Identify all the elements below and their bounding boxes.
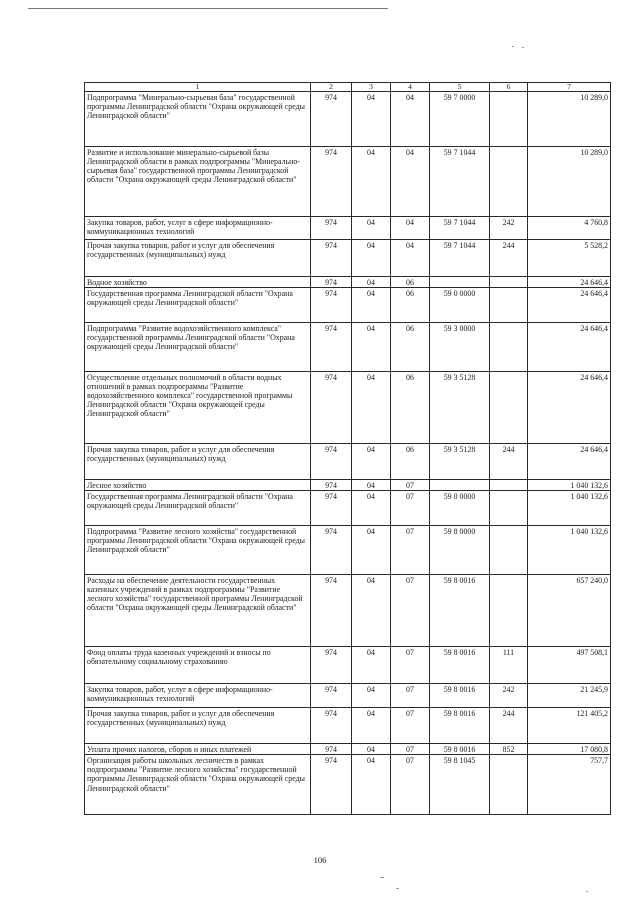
cell-admin-code: 974 xyxy=(311,147,352,217)
cell-section: 04 xyxy=(352,684,391,708)
row-name: Лесное хозяйство xyxy=(85,480,311,491)
cell-admin-code: 974 xyxy=(311,217,352,240)
cell-subsection: 07 xyxy=(391,480,430,491)
cell-amount: 757,7 xyxy=(528,755,611,815)
cell-amount: 1 040 132,6 xyxy=(528,480,611,491)
cell-target-article: 59 7 1044 xyxy=(430,147,490,217)
cell-section: 04 xyxy=(352,288,391,323)
cell-amount: 24 646,4 xyxy=(528,288,611,323)
cell-expense-type xyxy=(490,147,528,217)
cell-target-article: 59 7 1044 xyxy=(430,217,490,240)
cell-subsection: 04 xyxy=(391,240,430,277)
budget-table xyxy=(84,82,611,815)
cell-expense-type: 244 xyxy=(490,708,528,744)
cell-target-article: 59 3 5128 xyxy=(430,444,490,480)
table-row xyxy=(85,372,611,444)
row-name: Прочая закупка товаров, работ и услуг для обеспечения государственных (муниципальных) нужд xyxy=(85,444,311,480)
header-row xyxy=(85,83,611,92)
cell-expense-type: 242 xyxy=(490,217,528,240)
cell-amount: 1 040 132,6 xyxy=(528,526,611,575)
cell-section: 04 xyxy=(352,647,391,684)
table-row xyxy=(85,684,611,708)
cell-expense-type: 242 xyxy=(490,684,528,708)
row-name: Осуществление отдельных полномочий в области водных отношений в рамках подпрограммы "Развитие водохозяйственного комплекса" государственной программы Ленинградской области "Охрана окружающей среды Ленинградской области" xyxy=(85,372,311,444)
cell-expense-type xyxy=(490,277,528,288)
cell-amount: 121 405,2 xyxy=(528,708,611,744)
cell-subsection: 07 xyxy=(391,575,430,647)
cell-subsection: 07 xyxy=(391,684,430,708)
cell-subsection: 04 xyxy=(391,92,430,147)
row-name: Подпрограмма "Минерально-сырьевая база" государственной программы Ленинградской области "Охрана окружающей среды Ленинградской области" xyxy=(85,92,311,147)
cell-subsection: 06 xyxy=(391,288,430,323)
row-name: Закупка товаров, работ, услуг в сфере информационно-коммуникационных технологий xyxy=(85,684,311,708)
header-col-5: 5 xyxy=(430,83,490,92)
cell-section: 04 xyxy=(352,217,391,240)
cell-admin-code: 974 xyxy=(311,684,352,708)
cell-amount: 1 040 132,6 xyxy=(528,491,611,526)
cell-section: 04 xyxy=(352,323,391,372)
header-col-1: 1 xyxy=(85,83,311,92)
cell-subsection: 07 xyxy=(391,491,430,526)
cell-amount: 4 760,8 xyxy=(528,217,611,240)
table-row xyxy=(85,755,611,815)
cell-admin-code: 974 xyxy=(311,755,352,815)
scan-speck xyxy=(380,877,384,878)
cell-amount: 497 508,1 xyxy=(528,647,611,684)
row-name: Прочая закупка товаров, работ и услуг для обеспечения государственных (муниципальных) нужд xyxy=(85,708,311,744)
cell-target-article: 59 7 1044 xyxy=(430,240,490,277)
cell-expense-type xyxy=(490,575,528,647)
cell-subsection: 06 xyxy=(391,323,430,372)
cell-admin-code: 974 xyxy=(311,372,352,444)
cell-amount: 24 646,4 xyxy=(528,444,611,480)
cell-target-article: 59 8 1045 xyxy=(430,755,490,815)
cell-section: 04 xyxy=(352,372,391,444)
cell-section: 04 xyxy=(352,240,391,277)
cell-target-article: 59 8 0016 xyxy=(430,744,490,755)
cell-admin-code: 974 xyxy=(311,240,352,277)
cell-subsection: 06 xyxy=(391,277,430,288)
cell-target-article: 59 3 5128 xyxy=(430,372,490,444)
cell-target-article: 59 8 0016 xyxy=(430,647,490,684)
scan-speck xyxy=(512,46,514,47)
cell-expense-type xyxy=(490,755,528,815)
cell-amount: 24 646,4 xyxy=(528,372,611,444)
cell-admin-code: 974 xyxy=(311,92,352,147)
cell-target-article: 59 8 0016 xyxy=(430,575,490,647)
table-row xyxy=(85,526,611,575)
cell-expense-type: 852 xyxy=(490,744,528,755)
header-col-3: 3 xyxy=(352,83,391,92)
scan-speck xyxy=(522,47,524,48)
cell-section: 04 xyxy=(352,491,391,526)
cell-expense-type xyxy=(490,92,528,147)
cell-subsection: 06 xyxy=(391,372,430,444)
cell-section: 04 xyxy=(352,708,391,744)
cell-amount: 10 289,0 xyxy=(528,147,611,217)
row-name: Уплата прочих налогов, сборов и иных платежей xyxy=(85,744,311,755)
cell-amount: 5 528,2 xyxy=(528,240,611,277)
cell-admin-code: 974 xyxy=(311,708,352,744)
cell-section: 04 xyxy=(352,526,391,575)
cell-target-article: 59 0 0000 xyxy=(430,288,490,323)
table-row xyxy=(85,491,611,526)
cell-target-article xyxy=(430,480,490,491)
table-row xyxy=(85,708,611,744)
table-row xyxy=(85,323,611,372)
row-name: Фонд оплаты труда казенных учреждений и взносы по обязательному социальному страхованию xyxy=(85,647,311,684)
cell-subsection: 06 xyxy=(391,444,430,480)
row-name: Подпрограмма "Развитие водохозяйственного комплекса" государственной программы Ленинградской области "Охрана окружающей среды Ленинградской области" xyxy=(85,323,311,372)
cell-section: 04 xyxy=(352,277,391,288)
scan-speck xyxy=(586,891,588,892)
table-row xyxy=(85,277,611,288)
table-row xyxy=(85,240,611,277)
cell-subsection: 07 xyxy=(391,744,430,755)
cell-admin-code: 974 xyxy=(311,277,352,288)
row-name: Развитие и использование минерально-сырьевой базы Ленинградской области в рамках подпрограммы "Минерально-сырьевая база" государственной программы Ленинградской области "Охрана окружающей среды Ленинградской области" xyxy=(85,147,311,217)
table-row xyxy=(85,147,611,217)
header-col-2: 2 xyxy=(311,83,352,92)
scan-speck xyxy=(396,888,399,889)
row-name: Организация работы школьных лесничеств в рамках подпрограммы "Развитие лесного хозяйства" государственной программы Ленинградской области "Охрана окружающей среды Ленинградской области" xyxy=(85,755,311,815)
cell-expense-type: 111 xyxy=(490,647,528,684)
cell-admin-code: 974 xyxy=(311,647,352,684)
cell-subsection: 07 xyxy=(391,647,430,684)
cell-subsection: 07 xyxy=(391,708,430,744)
cell-admin-code: 974 xyxy=(311,744,352,755)
cell-section: 04 xyxy=(352,575,391,647)
table-row xyxy=(85,575,611,647)
row-name: Закупка товаров, работ, услуг в сфере информационно-коммуникационных технологий xyxy=(85,217,311,240)
top-rule xyxy=(28,8,388,9)
cell-section: 04 xyxy=(352,92,391,147)
cell-section: 04 xyxy=(352,147,391,217)
cell-amount: 10 289,0 xyxy=(528,92,611,147)
cell-amount: 17 080,8 xyxy=(528,744,611,755)
cell-admin-code: 974 xyxy=(311,288,352,323)
cell-expense-type xyxy=(490,491,528,526)
cell-target-article: 59 3 0000 xyxy=(430,323,490,372)
cell-expense-type: 244 xyxy=(490,444,528,480)
row-name: Прочая закупка товаров, работ и услуг для обеспечения государственных (муниципальных) нужд xyxy=(85,240,311,277)
row-name: Водное хозяйство xyxy=(85,277,311,288)
cell-amount: 24 646,4 xyxy=(528,323,611,372)
cell-amount: 21 245,9 xyxy=(528,684,611,708)
row-name: Расходы на обеспечение деятельности государственных казенных учреждений в рамках подпрограммы "Развитие лесного хозяйства" государственной программы Ленинградской области "Охрана окружающей среды Ленинградской области" xyxy=(85,575,311,647)
cell-target-article xyxy=(430,277,490,288)
cell-expense-type xyxy=(490,526,528,575)
header-col-7: 7 xyxy=(528,83,611,92)
cell-section: 04 xyxy=(352,755,391,815)
table-row xyxy=(85,288,611,323)
cell-admin-code: 974 xyxy=(311,480,352,491)
table-row xyxy=(85,744,611,755)
cell-amount: 24 646,4 xyxy=(528,277,611,288)
cell-expense-type: 244 xyxy=(490,240,528,277)
cell-target-article: 59 8 0016 xyxy=(430,708,490,744)
cell-subsection: 04 xyxy=(391,217,430,240)
table-row xyxy=(85,480,611,491)
table-row xyxy=(85,647,611,684)
cell-target-article: 59 8 0016 xyxy=(430,684,490,708)
cell-admin-code: 974 xyxy=(311,444,352,480)
row-name: Государственная программа Ленинградской области "Охрана окружающей среды Ленинградской области" xyxy=(85,288,311,323)
cell-admin-code: 974 xyxy=(311,323,352,372)
cell-amount: 657 240,0 xyxy=(528,575,611,647)
header-col-6: 6 xyxy=(490,83,528,92)
cell-section: 04 xyxy=(352,744,391,755)
cell-admin-code: 974 xyxy=(311,491,352,526)
cell-expense-type xyxy=(490,288,528,323)
cell-target-article: 59 8 0000 xyxy=(430,526,490,575)
cell-expense-type xyxy=(490,480,528,491)
cell-admin-code: 974 xyxy=(311,526,352,575)
cell-target-article: 59 0 0000 xyxy=(430,491,490,526)
header-col-4: 4 xyxy=(391,83,430,92)
page-number: 106 xyxy=(313,855,327,865)
table-row xyxy=(85,444,611,480)
row-name: Государственная программа Ленинградской области "Охрана окружающей среды Ленинградской области" xyxy=(85,491,311,526)
cell-subsection: 07 xyxy=(391,755,430,815)
cell-section: 04 xyxy=(352,444,391,480)
cell-section: 04 xyxy=(352,480,391,491)
cell-expense-type xyxy=(490,372,528,444)
cell-subsection: 04 xyxy=(391,147,430,217)
cell-target-article: 59 7 0000 xyxy=(430,92,490,147)
cell-admin-code: 974 xyxy=(311,575,352,647)
cell-expense-type xyxy=(490,323,528,372)
row-name: Подпрограмма "Развитие лесного хозяйства" государственной программы Ленинградской области "Охрана окружающей среды Ленинградской области" xyxy=(85,526,311,575)
table-row xyxy=(85,217,611,240)
cell-subsection: 07 xyxy=(391,526,430,575)
table-row xyxy=(85,92,611,147)
